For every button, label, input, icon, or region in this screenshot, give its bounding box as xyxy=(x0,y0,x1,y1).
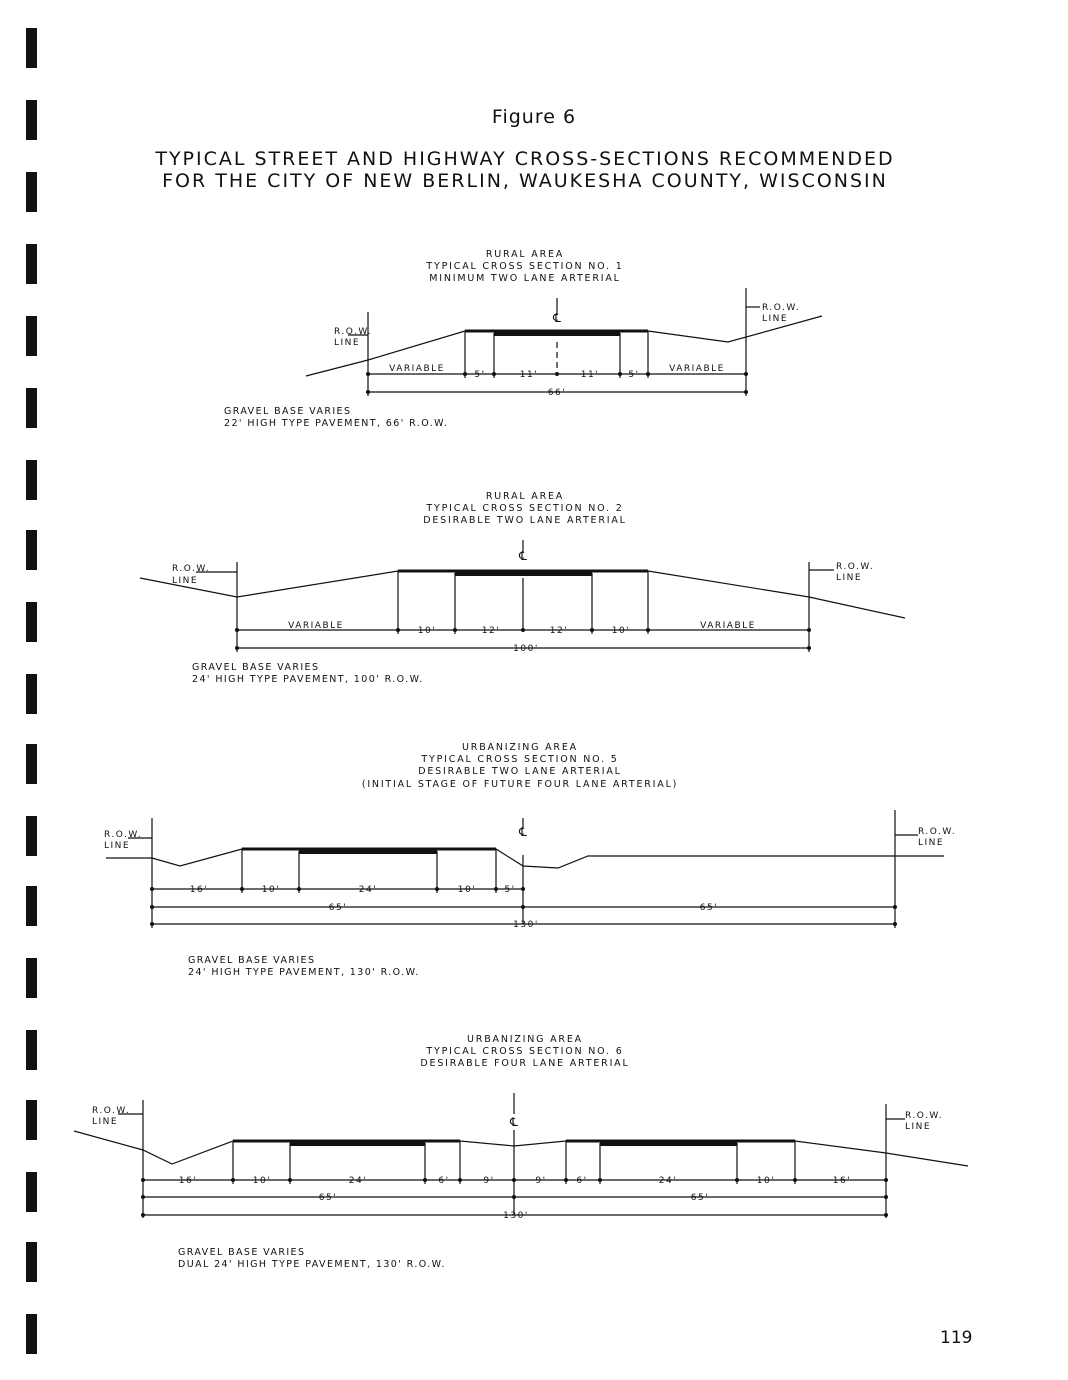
figure-label: Figure 6 xyxy=(491,106,577,128)
s2-note-1: GRAVEL BASE VARIES xyxy=(192,662,320,673)
s3-dim-10-right: 10' xyxy=(457,885,477,895)
s2-dim-10-right: 10' xyxy=(611,626,631,636)
s4-dim-9-left: 9' xyxy=(483,1176,495,1186)
s1-row-right-label-2: LINE xyxy=(762,314,789,324)
s1-dim-5-right: 5' xyxy=(628,370,640,380)
s3-centerline-symbol: ℄ xyxy=(519,825,527,839)
s4-centerline-symbol: ℄ xyxy=(510,1115,518,1129)
s4-dim-6-left: 6' xyxy=(438,1176,450,1186)
s1-header-2: TYPICAL CROSS SECTION NO. 1 xyxy=(426,261,624,272)
s1-header-1: RURAL AREA xyxy=(485,249,565,260)
s3-dim-16: 16' xyxy=(189,885,209,895)
s1-row-left-label-1: R.O.W. xyxy=(334,327,373,337)
s4-dim-65-right: 65' xyxy=(690,1193,710,1203)
s3-dim-65-left: 65' xyxy=(328,903,348,913)
s4-header-2: TYPICAL CROSS SECTION NO. 6 xyxy=(426,1046,624,1057)
s2-row-left-label-2: LINE xyxy=(172,576,199,586)
s4-row-right-label-2: LINE xyxy=(905,1122,932,1132)
s2-header-1: RURAL AREA xyxy=(485,491,565,502)
s4-dim-total: 130' xyxy=(503,1211,529,1221)
s3-dim-24: 24' xyxy=(358,885,378,895)
section-1 xyxy=(306,288,822,396)
s2-centerline-symbol: ℄ xyxy=(519,549,527,563)
s3-dim-5: 5' xyxy=(504,885,516,895)
s3-header-1: URBANIZING AREA xyxy=(462,742,578,753)
s3-dim-10-left: 10' xyxy=(261,885,281,895)
s4-dim-9-right: 9' xyxy=(535,1176,547,1186)
s1-dim-total: 66' xyxy=(547,388,567,398)
s4-header-1: URBANIZING AREA xyxy=(467,1034,583,1045)
s3-dim-total: 130' xyxy=(513,920,539,930)
page-number: 119 xyxy=(940,1328,973,1348)
s1-dim-variable-left: VARIABLE xyxy=(389,364,445,374)
s1-ground-profile xyxy=(306,316,822,376)
s2-dim-12-right: 12' xyxy=(549,626,569,636)
s1-dim-variable-right: VARIABLE xyxy=(669,364,725,374)
s3-header-2: TYPICAL CROSS SECTION NO. 5 xyxy=(421,754,619,765)
s4-dim-24-right: 24' xyxy=(658,1176,678,1186)
s1-note-2: 22' HIGH TYPE PAVEMENT, 66' R.O.W. xyxy=(224,418,449,429)
s2-row-left-label-1: R.O.W. xyxy=(172,564,211,574)
s1-row-left-label-2: LINE xyxy=(334,338,361,348)
s4-note-1: GRAVEL BASE VARIES xyxy=(178,1247,306,1258)
s4-dim-65-left: 65' xyxy=(318,1193,338,1203)
s2-header-2: TYPICAL CROSS SECTION NO. 2 xyxy=(426,503,624,514)
s3-header-4: (INITIAL STAGE OF FUTURE FOUR LANE ARTERIAL) xyxy=(361,779,679,790)
s4-dim-10-left: 10' xyxy=(252,1176,272,1186)
s4-dim-10-right: 10' xyxy=(756,1176,776,1186)
s2-header-3: DESIRABLE TWO LANE ARTERIAL xyxy=(423,515,627,526)
s3-note-2: 24' HIGH TYPE PAVEMENT, 130' R.O.W. xyxy=(188,967,420,978)
s3-ground-profile xyxy=(106,849,944,868)
s3-row-left-label-2: LINE xyxy=(104,841,131,851)
s4-row-right-label-1: R.O.W. xyxy=(905,1111,944,1121)
s3-row-right-label-1: R.O.W. xyxy=(918,827,957,837)
s2-note-2: 24' HIGH TYPE PAVEMENT, 100' R.O.W. xyxy=(192,674,424,685)
s1-dim-5-left: 5' xyxy=(474,370,486,380)
s3-row-right-label-2: LINE xyxy=(918,838,945,848)
s4-header-3: DESIRABLE FOUR LANE ARTERIAL xyxy=(420,1058,630,1069)
s3-dim-65-right: 65' xyxy=(699,903,719,913)
section-4 xyxy=(74,1093,968,1218)
s3-note-1: GRAVEL BASE VARIES xyxy=(188,955,316,966)
s2-dim-variable-right: VARIABLE xyxy=(700,621,756,631)
s2-dim-total: 100' xyxy=(513,644,539,654)
s4-ground-profile xyxy=(74,1131,968,1166)
s1-header-3: MINIMUM TWO LANE ARTERIAL xyxy=(429,273,621,284)
s1-centerline-symbol: ℄ xyxy=(553,311,561,325)
s2-dim-variable-left: VARIABLE xyxy=(288,621,344,631)
s4-dim-6-right: 6' xyxy=(576,1176,588,1186)
s2-row-right-label-2: LINE xyxy=(836,573,863,583)
s4-dim-24-left: 24' xyxy=(348,1176,368,1186)
s3-row-left-label-1: R.O.W. xyxy=(104,830,143,840)
s4-dim-16-right: 16' xyxy=(832,1176,852,1186)
s4-note-2: DUAL 24' HIGH TYPE PAVEMENT, 130' R.O.W. xyxy=(178,1259,446,1270)
title-line-2: FOR THE CITY OF NEW BERLIN, WAUKESHA COUNTY, WISCONSIN xyxy=(162,170,888,192)
s4-row-left-label-1: R.O.W. xyxy=(92,1106,131,1116)
s1-row-right-label-1: R.O.W. xyxy=(762,303,801,313)
s3-header-3: DESIRABLE TWO LANE ARTERIAL xyxy=(418,766,622,777)
s1-dim-11-left: 11' xyxy=(519,370,539,380)
s2-row-right-label-1: R.O.W. xyxy=(836,562,875,572)
s4-dim-16-left: 16' xyxy=(178,1176,198,1186)
s4-row-left-label-2: LINE xyxy=(92,1117,119,1127)
s2-dim-12-left: 12' xyxy=(481,626,501,636)
s2-dim-10-left: 10' xyxy=(417,626,437,636)
title-line-1: TYPICAL STREET AND HIGHWAY CROSS-SECTIONS RECOMMENDED xyxy=(155,148,895,170)
s1-note-1: GRAVEL BASE VARIES xyxy=(224,406,352,417)
s1-dim-11-right: 11' xyxy=(580,370,600,380)
